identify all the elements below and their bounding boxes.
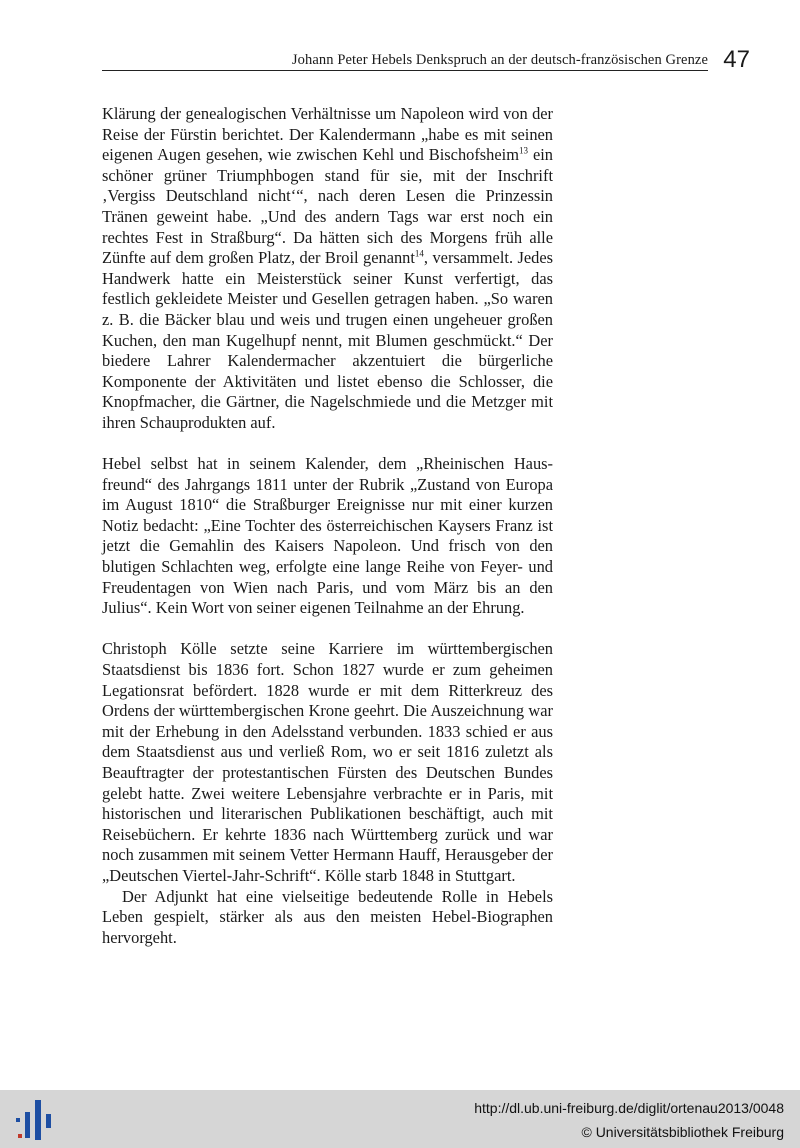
paragraph-4: Der Adjunkt hat eine vielseitige bedeutende Rolle in Hebels Leben gespielt, stärker als aus den meisten Hebel-Biographen hervorgeht. — [102, 886, 553, 947]
paragraph-1-part-2: ein schöner grüner Triumphbogen stand für sie, mit der Inschrift ‚Vergiss Deutschland nicht‘“, nach deren Lesen die Prinzessin Tränen geweint habe. „Und des andern Tags war erst noch ein rechtes Fest in Straßburg“. Da hätten sich des Morgens früh alle Zünfte auf dem großen Platz, der Broil genannt — [102, 145, 553, 268]
body-text — [102, 104, 553, 948]
paragraph-1-part-1: Klärung der genealogischen Verhältnisse um Napoleon wird von der Reise der Fürstin berichtet. Der Kalendermann „habe es mit seinen eigenen Augen gesehen, wie zwischen Kehl und Bischofsheim — [102, 104, 553, 165]
copyright-notice: © Universitätsbibliothek Freiburg — [581, 1124, 784, 1140]
running-header — [102, 48, 750, 78]
source-url-link[interactable]: http://dl.ub.uni-freiburg.de/diglit/ortenau2013/0048 — [474, 1100, 784, 1116]
header-rule — [102, 70, 708, 71]
footer-bar — [0, 1090, 800, 1148]
paragraph-1-part-3: , versammelt. Jedes Handwerk hatte ein Meisterstück seiner Kunst verfertigt, das festlich gekleidete Meister und Gesellen getragen haben. „So waren z. B. die Bäcker blau und weis und trugen einen ungeheuer großen Kuchen, den man Kugelhupf nennt, mit Blumen geschmückt.“ Der biedere Lahrer Kalendermacher akzentuiert die bürgerliche Komponente der Aktivitäten und listet ebenso die Schlosser, die Knopfmacher, die Gärtner, die Nagelschmiede und die Metzger mit ihren Schauprodukten auf. — [102, 248, 553, 432]
footnote-ref-14[interactable]: 14 — [414, 248, 424, 259]
ub-freiburg-logo-icon[interactable] — [16, 1100, 56, 1140]
paragraph-3: Christoph Kölle setzte seine Karriere im württembergischen Staatsdienst bis 1836 fort. Schon 1827 wurde er zum geheimen Legationsrat befördert. 1828 wurde er mit dem Ritterkreuz des Ordens der württembergischen Krone geehrt. Die Auszeichnung war mit der Erhebung in den Adelsstand verbunden. 1833 schied er aus dem Staatsdienst aus und verließ Rom, wo er seit 1816 zuletzt als Beauftragter der protestantischen Fürsten des Deutschen Bundes gelebt hatte. Zwei weitere Lebensjahre verbrachte er in Paris, mit historischen und literarischen Publikationen beschäftigt, auch mit Reisebüchern. Er kehrte 1836 nach Württemberg zurück und war noch zusammen mit seinem Vetter Hermann Hauff, Herausgeber der „Deutschen Viertel-Jahr-Schrift“. Kölle starb 1848 in Stuttgart. — [102, 639, 553, 885]
paragraph-2: Hebel selbst hat in seinem Kalender, dem „Rheinischen Hausfreund“ des Jahrgangs 1811 unter der Rubrik „Zustand von Europa im August 1810“ die Straßburger Ereignisse nur mit einer kurzen Notiz bedacht: „Eine Tochter des österreichischen Kaysers Franz ist jetzt die Gemahlin des Kaisers Napoleon. Und frisch von den blutigen Schlachten weg, erfolgte eine lange Reihe von Feyer- und Freudentagen von Wien nach Paris, und vom März bis an den Julius“. Kein Wort von seiner eigenen Teilnahme an der Ehrung. — [102, 454, 553, 618]
paragraph-1 — [102, 104, 553, 434]
footnote-ref-13[interactable]: 13 — [518, 145, 528, 156]
page-number: 47 — [723, 46, 750, 73]
running-title: Johann Peter Hebels Denkspruch an der deutsch-französischen Grenze — [291, 52, 708, 68]
